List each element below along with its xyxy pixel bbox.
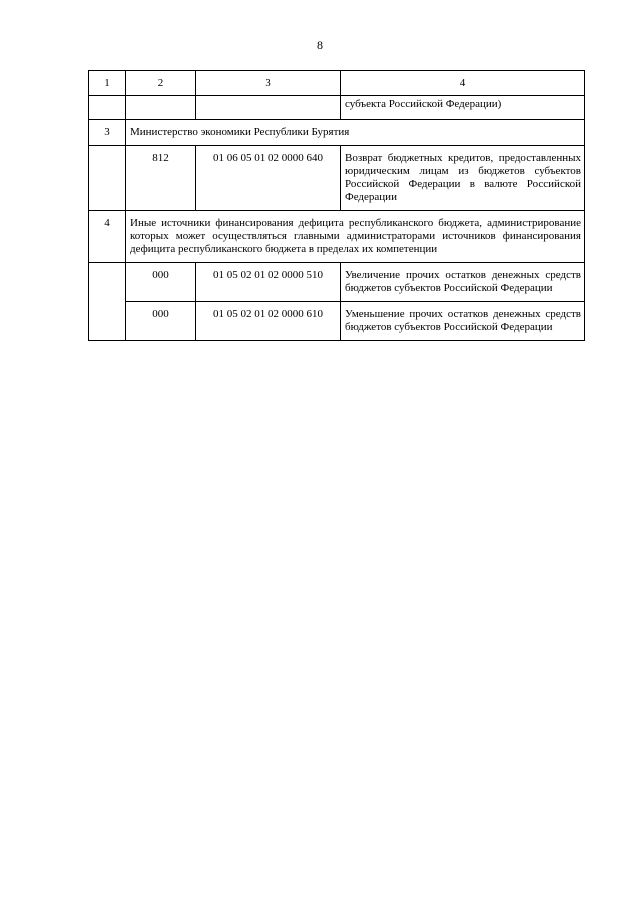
table-row: [89, 302, 585, 341]
admin-code: 000: [126, 302, 196, 341]
source-code: 01 05 02 01 02 0000 610: [196, 302, 341, 341]
section-3-number: 3: [89, 120, 126, 146]
source-description: Увеличение прочих остатков денежных средств бюджетов субъектов Российской Федерации: [341, 263, 585, 302]
table-header-row: [89, 71, 585, 96]
page-number: 8: [317, 38, 323, 52]
section-4-title: Иные источники финансирования дефицита республиканского бюджета, администрирование которых может осуществляться главными администраторами источников финансирования дефицита республиканского бюджета в пределах их компетенции: [126, 211, 585, 263]
source-code: 01 05 02 01 02 0000 510: [196, 263, 341, 302]
admin-code: 812: [126, 146, 196, 211]
section-3-title-row: [89, 120, 585, 146]
sources-table: [88, 70, 585, 341]
admin-code: 000: [126, 263, 196, 302]
header-col-3: 3: [196, 71, 341, 96]
table-row: [89, 146, 585, 211]
table-cell: [89, 263, 126, 341]
table-cell: [89, 146, 126, 211]
source-description: Уменьшение прочих остатков денежных средств бюджетов субъектов Российской Федерации: [341, 302, 585, 341]
table-cell: [196, 96, 341, 120]
table-cell: [126, 96, 196, 120]
header-col-2: 2: [126, 71, 196, 96]
table-cell: [89, 96, 126, 120]
header-col-4: 4: [341, 71, 585, 96]
continuation-text: субъекта Российской Федерации): [341, 96, 585, 120]
source-description: Возврат бюджетных кредитов, предоставленных юридическим лицам из бюджетов субъектов Российской Федерации в валюте Российской Федерации: [341, 146, 585, 211]
header-col-1: 1: [89, 71, 126, 96]
section-3-title: Министерство экономики Республики Бурятия: [126, 120, 585, 146]
section-4-number: 4: [89, 211, 126, 263]
section-4-title-row: [89, 211, 585, 263]
table-row: [89, 263, 585, 302]
source-code: 01 06 05 01 02 0000 640: [196, 146, 341, 211]
continuation-row: [89, 96, 585, 120]
